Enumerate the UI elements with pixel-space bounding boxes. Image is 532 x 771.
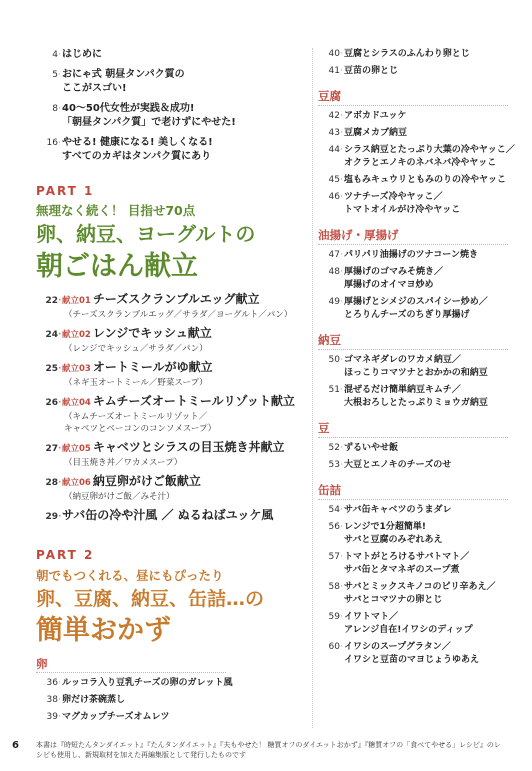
leader-dots: · xyxy=(58,296,62,306)
menu-detail: （チーズスクランブルエッグ／サラダ／ヨーグルト／パン） xyxy=(64,310,293,320)
page-number: 6 xyxy=(12,740,19,751)
menu-entry xyxy=(36,440,312,469)
entry-title: 大豆とエノキのチーズのせ xyxy=(344,460,452,470)
page-ref: 40 xyxy=(328,49,340,59)
leader-dots: · xyxy=(340,111,343,121)
entry-title: サバとコマツナの卵とじ xyxy=(344,595,443,605)
leader-dots: · xyxy=(340,128,343,138)
section-divider xyxy=(318,105,508,106)
menu-title xyxy=(36,508,312,525)
page-ref: 59 xyxy=(328,612,340,622)
leader-dots: · xyxy=(58,444,62,454)
entry-title: イワシのスープグラタン／ xyxy=(344,642,451,652)
leader-dots: · xyxy=(340,582,343,592)
page-ref: 25 xyxy=(45,364,58,374)
page-ref: 43 xyxy=(328,128,340,138)
menu-name: オートミールがゆ献立 xyxy=(92,360,213,374)
menu-title xyxy=(36,360,312,377)
toc-item xyxy=(318,204,518,217)
entry-title: ルッコラ入り豆乳チーズの卵のガレット風 xyxy=(62,678,233,688)
menu-tag: 献立04 xyxy=(62,398,91,408)
leader-dots: · xyxy=(340,642,343,652)
entry-title: パリパリ油揚げのツナコーン焼き xyxy=(344,250,479,260)
leader-dots: · xyxy=(58,138,61,148)
entry-title: 「朝昼タンパク質」で老けずにやせた! xyxy=(62,117,236,128)
toc-item xyxy=(318,309,518,322)
toc-item xyxy=(318,279,518,292)
toc-line xyxy=(36,68,185,82)
entry-title: レンジで1分超簡単! xyxy=(344,522,426,532)
entry-title: オクラとエノキのネバネバ冷やヤッこ xyxy=(344,158,497,168)
toc-item xyxy=(318,624,518,637)
menu-tag: 献立01 xyxy=(62,296,91,306)
entry-title: マグカップチーズオムレツ xyxy=(62,712,170,722)
menu-detail: （レンジでキッシュ／サラダ／パン） xyxy=(64,344,208,354)
menu-entry xyxy=(36,326,312,355)
part-label: PART 1 xyxy=(36,184,95,198)
entry-title: 大根おろしとたっぷりミョウガ納豆 xyxy=(344,398,488,408)
page-ref: 44 xyxy=(328,145,340,155)
toc-item xyxy=(36,694,236,707)
leader-dots: · xyxy=(340,66,343,76)
entry-title: ずるいやせ飯 xyxy=(344,443,399,453)
menu-detail: （キムチーズオートミールリゾット／ xyxy=(64,412,208,422)
part-label: PART 2 xyxy=(36,548,95,562)
leader-dots: · xyxy=(58,364,62,374)
part-title: 卵、納豆、ヨーグルトの xyxy=(36,222,256,246)
part-kicker: 朝でもつくれる、昼にもぴったり xyxy=(36,568,224,583)
page-ref: 8 xyxy=(52,104,58,114)
toc-line xyxy=(36,48,102,62)
toc-line xyxy=(36,150,213,164)
part-title: 簡単おかず xyxy=(36,615,171,646)
entry-title: ほっこりコマツナとおかかの和納豆 xyxy=(344,368,488,378)
entry-title: 卵だけ茶碗蒸し xyxy=(62,695,126,705)
page-ref: 56 xyxy=(328,522,340,532)
leader-dots: · xyxy=(58,330,62,340)
toc-item xyxy=(318,174,518,187)
section-divider xyxy=(318,349,508,350)
leader-dots: · xyxy=(340,145,343,155)
page-ref: 39 xyxy=(46,712,58,722)
toc-item xyxy=(318,144,518,157)
toc-item xyxy=(318,581,518,594)
leader-dots: · xyxy=(340,552,343,562)
page-ref: 50 xyxy=(328,355,340,365)
toc-item xyxy=(36,711,236,724)
toc-item xyxy=(318,611,518,624)
entry-title: アレンジ自在!イワシのディップ xyxy=(344,625,473,635)
menu-entry xyxy=(36,394,312,435)
page-ref: 26 xyxy=(45,398,58,408)
page-ref: 49 xyxy=(328,297,340,307)
toc-entry xyxy=(36,48,102,62)
menu-name: 納豆卵がけご飯献立 xyxy=(92,474,201,488)
toc-item xyxy=(318,521,518,534)
toc-item xyxy=(318,110,518,123)
entry-title: 厚揚げのオイマヨ炒め xyxy=(344,280,434,290)
menu-tag: 献立03 xyxy=(62,364,91,374)
menu-tag: 献立02 xyxy=(62,330,91,340)
page-ref: 27 xyxy=(45,444,58,454)
menu-title xyxy=(36,474,312,491)
page-ref: 41 xyxy=(328,66,340,76)
part-title: 朝ごはん献立 xyxy=(36,251,198,282)
entry-title: トマトオイルがけ冷やヤッこ xyxy=(344,205,461,215)
leader-dots: · xyxy=(340,192,343,202)
section-divider xyxy=(36,672,226,673)
page-ref: 57 xyxy=(328,552,340,562)
toc-entry xyxy=(36,102,236,130)
page-ref: 54 xyxy=(328,505,340,515)
page-ref: 46 xyxy=(328,192,340,202)
page-ref: 24 xyxy=(45,330,58,340)
menu-name: キムチーズオートミールリゾット献立 xyxy=(92,394,295,408)
toc-item xyxy=(318,384,518,397)
menu-name: レンジでキッシュ献立 xyxy=(92,326,212,340)
section-label: 卵 xyxy=(36,657,48,671)
menu-name: チーズスクランブルエッグ献立 xyxy=(92,292,260,306)
section-divider xyxy=(318,437,508,438)
page-ref: 5 xyxy=(52,70,58,80)
menu-title xyxy=(36,394,312,411)
page-ref: 51 xyxy=(328,385,340,395)
page-ref: 29 xyxy=(45,512,58,522)
leader-dots: · xyxy=(58,712,61,722)
toc-item xyxy=(318,266,518,279)
entry-title: 厚揚げのゴマみそ焼き／ xyxy=(344,267,444,277)
leader-dots: · xyxy=(58,104,61,114)
toc-line xyxy=(36,116,236,130)
section-label: 納豆 xyxy=(318,333,341,347)
toc-item xyxy=(318,354,518,367)
section-divider xyxy=(318,499,508,500)
entry-title: サバ缶とタマネギのスープ煮 xyxy=(344,565,460,575)
entry-title: とろりんチーズのちぎり厚揚げ xyxy=(344,310,470,320)
menu-name: キャベツとシラスの目玉焼き丼献立 xyxy=(92,440,285,454)
toc-entry xyxy=(36,68,185,96)
entry-title: やせる! 健康になる! 美しくなる! xyxy=(62,137,213,148)
entry-title: 厚揚げとシメジのスパイシー炒め／ xyxy=(344,297,488,307)
entry-title: イワトマト／ xyxy=(344,612,399,622)
leader-dots: · xyxy=(340,250,343,260)
toc-item xyxy=(318,442,518,455)
part-kicker: 無理なく続く！ 目指せ70点 xyxy=(36,203,196,218)
menu-detail: キャベツとベーコンのコンソメスープ） xyxy=(64,424,217,434)
footnote: 本書は『時短たんタンダイエット』『たんタンダイエット』『夫もやせた！ 糖質オフのダイエットおかず』『糖質オフの「食べてやせる」レシピ』のレシピも使用し、新規取材を加えた再編集版として発行したものです xyxy=(36,741,501,759)
toc-item xyxy=(318,48,518,61)
menu-detail: （目玉焼き丼／ワカメスープ） xyxy=(64,458,183,468)
entry-title: はじめに xyxy=(62,49,102,60)
menu-entry xyxy=(36,474,312,503)
menu-tag: 献立06 xyxy=(62,478,91,488)
entry-title: おにゃ式 朝昼タンパク質の xyxy=(62,69,185,80)
entry-title: 塩もみキュウリともみのりの冷やヤッこ xyxy=(344,175,507,185)
page-ref: 36 xyxy=(46,678,58,688)
section-label: 豆 xyxy=(318,421,330,435)
toc-item xyxy=(318,459,518,472)
leader-dots: · xyxy=(58,512,62,522)
leader-dots: · xyxy=(340,267,343,277)
menu-detail: （納豆卵がけご飯／みそ汁） xyxy=(64,492,175,502)
leader-dots: · xyxy=(340,385,343,395)
menu-title xyxy=(36,326,312,343)
menu-entry xyxy=(36,508,312,525)
toc-item xyxy=(318,367,518,380)
page-ref: 28 xyxy=(45,478,58,488)
toc-item xyxy=(318,65,518,78)
entry-title: シラス納豆とたっぷり大葉の冷やヤッこ／ xyxy=(344,145,515,155)
toc-item xyxy=(318,296,518,309)
page-ref: 42 xyxy=(328,111,340,121)
leader-dots: · xyxy=(58,695,61,705)
entry-title: すべてのカギはタンパク質にあり xyxy=(62,151,212,162)
leader-dots: · xyxy=(58,478,62,488)
page-ref: 38 xyxy=(46,695,58,705)
entry-title: 豆腐とシラスのふんわり卵とじ xyxy=(344,49,470,59)
toc-item xyxy=(318,504,518,517)
entry-title: ゴマネギダレのワカメ納豆／ xyxy=(344,355,461,365)
toc-item xyxy=(318,564,518,577)
toc-line xyxy=(36,102,236,116)
entry-title: 豆腐メカブ納豆 xyxy=(344,128,408,138)
page-ref: 22 xyxy=(45,296,58,306)
toc-item xyxy=(318,157,518,170)
menu-title xyxy=(36,292,312,309)
page-ref: 45 xyxy=(328,175,340,185)
page-ref: 58 xyxy=(328,582,340,592)
leader-dots: · xyxy=(58,70,61,80)
section-label: 豆腐 xyxy=(318,89,341,103)
entry-title: イワシと豆苗のマヨじょうゆあえ xyxy=(344,655,480,665)
column-divider xyxy=(312,48,313,728)
leader-dots: · xyxy=(340,355,343,365)
toc-item xyxy=(318,551,518,564)
leader-dots: · xyxy=(58,398,62,408)
toc-item xyxy=(318,191,518,204)
leader-dots: · xyxy=(340,49,343,59)
toc-item xyxy=(318,654,518,667)
menu-tag: 献立05 xyxy=(62,444,91,454)
toc-line xyxy=(36,136,213,150)
entry-title: 40〜50代女性が実践＆成功! xyxy=(62,103,195,114)
toc-entry xyxy=(36,136,213,164)
section-divider xyxy=(318,244,508,245)
entry-title: サバとミックスキノコのピリ辛あえ／ xyxy=(344,582,496,592)
leader-dots: · xyxy=(340,505,343,515)
entry-title: サバ缶キャベツのうまダレ xyxy=(344,505,452,515)
leader-dots: · xyxy=(340,443,343,453)
toc-item xyxy=(318,249,518,262)
toc-item xyxy=(318,127,518,140)
entry-title: アボカドユッケ xyxy=(344,111,407,121)
menu-entry xyxy=(36,360,312,389)
section-label: 油揚げ・厚揚げ xyxy=(318,228,399,242)
toc-item xyxy=(36,677,236,690)
page-ref: 48 xyxy=(328,267,340,277)
entry-title: サバと豆腐のみぞれあえ xyxy=(344,535,443,545)
page-ref: 16 xyxy=(46,138,58,148)
menu-name: サバ缶の冷や汁風 ／ ぬるねばユッケ風 xyxy=(62,508,274,522)
leader-dots: · xyxy=(58,678,61,688)
toc-item xyxy=(318,534,518,547)
entry-title: ツナチーズ冷やヤッこ／ xyxy=(344,192,443,202)
leader-dots: · xyxy=(340,297,343,307)
page-ref: 47 xyxy=(328,250,340,260)
entry-title: トマトがとろけるサバトマト／ xyxy=(344,552,470,562)
page-ref: 52 xyxy=(328,443,340,453)
toc-item xyxy=(318,397,518,410)
leader-dots: · xyxy=(340,612,343,622)
toc-item xyxy=(318,594,518,607)
menu-title xyxy=(36,440,312,457)
entry-title: 豆苗の卵とじ xyxy=(344,66,399,76)
leader-dots: · xyxy=(340,175,343,185)
entry-title: ここがスゴい! xyxy=(62,83,127,94)
leader-dots: · xyxy=(340,460,343,470)
menu-entry xyxy=(36,292,312,321)
entry-title: 混ぜるだけ簡単納豆キムチ／ xyxy=(344,385,461,395)
section-label: 缶詰 xyxy=(318,483,341,497)
page-ref: 53 xyxy=(328,460,340,470)
toc-item xyxy=(318,641,518,654)
toc-line xyxy=(36,82,185,96)
page-ref: 4 xyxy=(52,50,58,60)
menu-detail: （ネギ玉オートミール／野菜スープ） xyxy=(64,378,208,388)
leader-dots: · xyxy=(58,50,61,60)
leader-dots: · xyxy=(340,522,343,532)
page-ref: 60 xyxy=(328,642,340,652)
part-title: 卵、豆腐、納豆、缶詰…の xyxy=(36,588,265,610)
